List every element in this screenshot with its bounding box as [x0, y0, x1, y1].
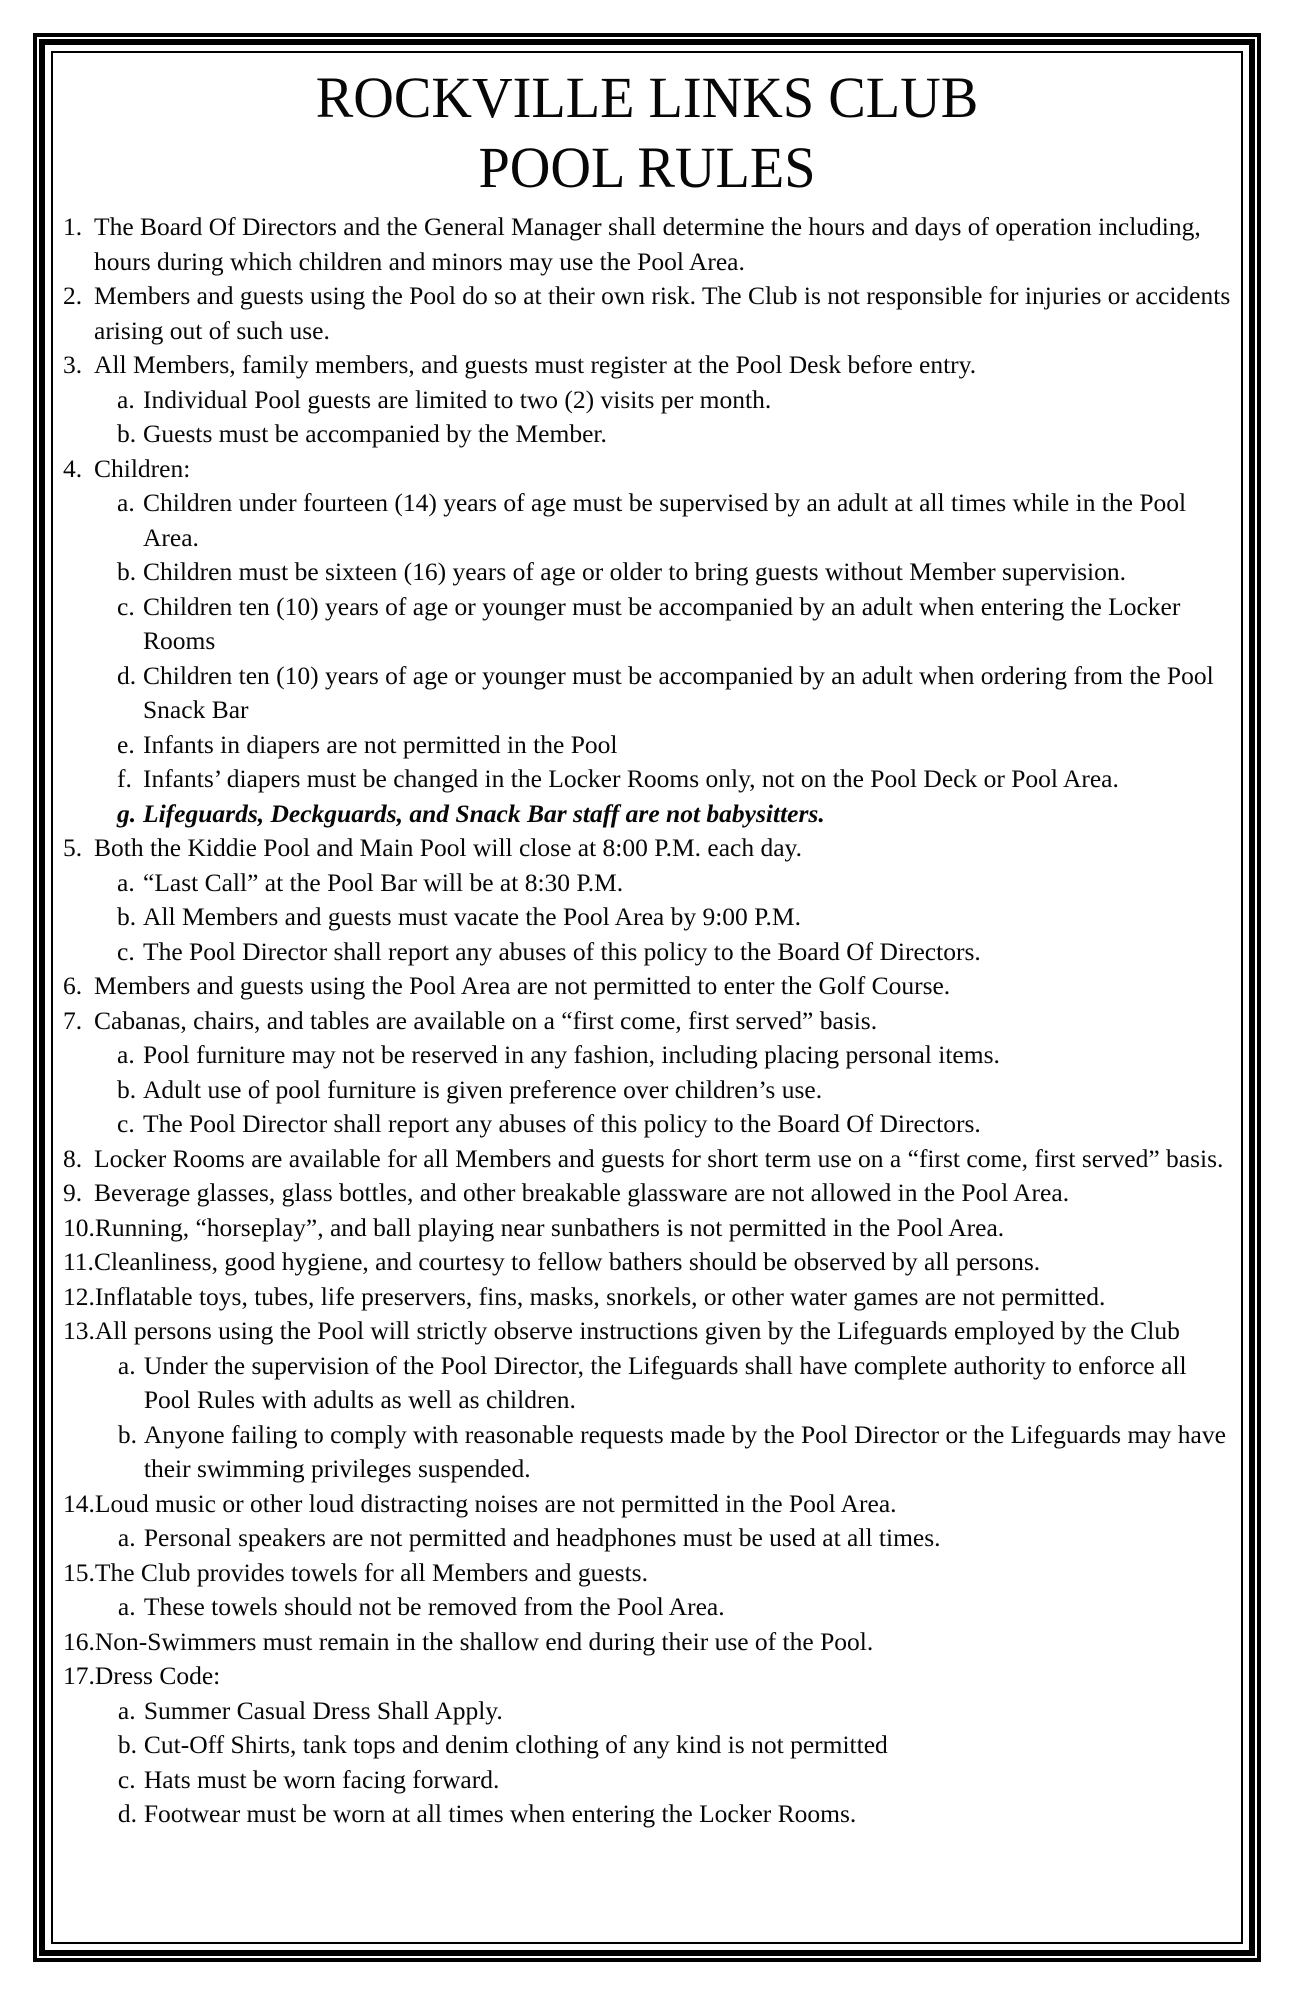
rules-list	[63, 210, 1231, 1832]
title-document-type: POOL RULES	[478, 135, 816, 200]
rule-number: 10.	[63, 1212, 95, 1242]
rule-number: 4.	[63, 453, 83, 483]
rule-body	[95, 1314, 1231, 1487]
rule-body	[94, 1245, 1231, 1280]
rule-body	[94, 210, 1231, 279]
rule-item	[63, 1556, 1231, 1625]
subitem-letter: b.	[117, 557, 137, 586]
subitem-text: Hats must be worn facing forward.	[143, 1764, 500, 1794]
subitem-letter: c.	[117, 591, 135, 621]
subitem-text: All Members and guests must vacate the Pool Area by 9:00 P.M.	[143, 902, 801, 931]
rule-text: Non-Swimmers must remain in the shallow end during their use of the Pool.	[94, 1626, 874, 1656]
subitem-text: Lifeguards, Deckguards, and Snack Bar staff are not babysitters.	[143, 798, 825, 828]
rule-subitem	[118, 1728, 1231, 1763]
rule-item	[63, 1487, 1231, 1556]
rule-number: 7.	[63, 1005, 83, 1035]
subitem-letter: a.	[117, 1592, 136, 1621]
decorative-frame-inner	[51, 51, 1243, 1944]
subitem-text: Anyone failing to comply with reasonable requests made by the Pool Director or the Lifeguards may have their swimming privileges suspended.	[143, 1419, 1226, 1483]
rule-body	[94, 1004, 1231, 1142]
rule-subitem	[117, 1073, 1231, 1108]
rule-subitem	[117, 728, 1231, 763]
subitem-letter: g.	[117, 798, 137, 828]
rule-subitem	[118, 1763, 1231, 1798]
document-title	[63, 55, 1231, 203]
rule-item	[63, 1176, 1231, 1211]
rule-body	[94, 279, 1231, 348]
subitem-text: The Pool Director shall report any abuses of this policy to the Board Of Directors.	[143, 1109, 981, 1138]
rule-item	[63, 348, 1231, 452]
rule-subitem	[117, 935, 1231, 970]
rule-item	[63, 452, 1231, 832]
rule-text: Inflatable toys, tubes, life preservers, fins, masks, snorkels, or other water games are not permitted.	[94, 1281, 1106, 1311]
rule-subitem	[117, 1038, 1231, 1073]
rule-text: Members and guests using the Pool do so at their own risk. The Club is not responsible for injuries or accidents arising out of such use.	[94, 281, 1231, 345]
subitem-letter: c.	[117, 1764, 136, 1794]
rule-body	[95, 1280, 1231, 1315]
rule-text: Both the Kiddie Pool and Main Pool will close at 8:00 P.M. each day.	[94, 833, 803, 862]
subitem-text: Children must be sixteen (16) years of age or older to bring guests without Member supervision.	[143, 557, 1126, 586]
rule-number: 3.	[63, 350, 83, 379]
rule-subitem	[117, 866, 1231, 901]
rule-item	[63, 1142, 1231, 1177]
rule-body	[94, 1176, 1231, 1211]
rule-body	[94, 831, 1231, 969]
subitem-text: Summer Casual Dress Shall Apply.	[143, 1695, 503, 1725]
rule-number: 16.	[63, 1626, 95, 1656]
subitem-text: Under the supervision of the Pool Director, the Lifeguards shall have complete authority to enforce all Pool Rules with adults as well as children.	[143, 1350, 1187, 1414]
rule-number: 14.	[63, 1488, 95, 1518]
rule-subitem	[117, 797, 1231, 832]
decorative-frame-outer	[33, 33, 1261, 1962]
rule-subitem	[117, 659, 1231, 728]
rule-body	[95, 1625, 1231, 1660]
subitem-text: Infants’ diapers must be changed in the Locker Rooms only, not on the Pool Deck or Pool Area.	[143, 764, 1119, 793]
subitem-text: Adult use of pool furniture is given preference over children’s use.	[143, 1074, 823, 1104]
rule-text: Members and guests using the Pool Area are not permitted to enter the Golf Course.	[94, 971, 951, 1000]
subitem-letter: b.	[117, 419, 137, 448]
rule-number: 15.	[63, 1557, 95, 1587]
rule-item	[63, 969, 1231, 1004]
rule-body	[95, 1211, 1231, 1246]
subitem-letter: a.	[117, 1350, 136, 1380]
subitem-text: Cut-Off Shirts, tank tops and denim clothing of any kind is not permitted	[143, 1730, 888, 1759]
rule-text: Cabanas, chairs, and tables are available on a “first come, first served” basis.	[94, 1005, 878, 1035]
subitem-letter: a.	[117, 488, 135, 517]
subitem-letter: b.	[117, 1074, 137, 1104]
rule-number: 9.	[63, 1178, 83, 1207]
subitem-text: Children ten (10) years of age or younger must be accompanied by an adult when entering the Locker Rooms	[143, 591, 1181, 655]
subitem-letter: b.	[117, 1730, 137, 1759]
subitem-letter: e.	[117, 729, 135, 759]
rule-subitem	[118, 1797, 1231, 1832]
rule-body	[95, 1659, 1231, 1832]
rule-body	[94, 452, 1231, 832]
rule-text: Cleanliness, good hygiene, and courtesy to fellow bathers should be observed by all persons.	[94, 1247, 1041, 1276]
subitem-letter: a.	[117, 1695, 136, 1725]
rule-text: The Club provides towels for all Members and guests.	[94, 1557, 648, 1587]
rule-item	[63, 1245, 1231, 1280]
rule-item	[63, 210, 1231, 279]
rule-number: 5.	[63, 833, 83, 862]
subitem-text: The Pool Director shall report any abuses of this policy to the Board Of Directors.	[143, 936, 981, 966]
rule-number: 17.	[63, 1661, 95, 1690]
rule-body	[94, 1142, 1231, 1177]
rule-text: Dress Code:	[94, 1661, 221, 1690]
rule-subitem	[117, 555, 1231, 590]
rule-item	[63, 1659, 1231, 1832]
rule-item	[63, 1280, 1231, 1315]
rule-item	[63, 279, 1231, 348]
rule-body	[95, 1556, 1231, 1625]
rule-number: 13.	[63, 1316, 95, 1345]
rule-subitem	[118, 1418, 1231, 1487]
subitem-letter: d.	[117, 1799, 137, 1828]
subitem-text: These towels should not be removed from the Pool Area.	[143, 1592, 725, 1621]
rule-number: 12.	[63, 1281, 95, 1311]
subitem-text: Guests must be accompanied by the Member.	[143, 419, 607, 448]
rule-text: All persons using the Pool will strictly observe instructions given by the Lifeguards employed by the Club	[94, 1316, 1180, 1345]
title-club-name: ROCKVILLE LINKS CLUB	[315, 65, 979, 130]
rule-number: 1.	[63, 212, 83, 241]
subitem-letter: b.	[117, 1419, 137, 1449]
subitem-text: Individual Pool guests are limited to two (2) visits per month.	[143, 384, 772, 414]
rule-subitem	[117, 417, 1231, 452]
subitem-letter: b.	[117, 902, 137, 931]
rule-subitem	[117, 590, 1231, 659]
subitem-text: Personal speakers are not permitted and headphones must be used at all times.	[143, 1523, 941, 1552]
rule-subitem	[117, 1107, 1231, 1142]
rule-item	[63, 831, 1231, 969]
rule-number: 11.	[63, 1247, 94, 1276]
rule-text: Children:	[94, 453, 191, 483]
rule-item	[63, 1314, 1231, 1487]
subitem-text: Pool furniture may not be reserved in any fashion, including placing personal items.	[143, 1040, 1000, 1069]
rule-item	[63, 1004, 1231, 1142]
rule-subitem	[118, 1349, 1231, 1418]
rule-subitem	[117, 762, 1231, 797]
rule-subitem	[118, 1521, 1231, 1556]
rule-body	[94, 348, 1231, 452]
rule-subitem	[117, 486, 1231, 555]
rule-subitem	[118, 1590, 1231, 1625]
subitem-letter: a.	[117, 867, 135, 897]
rule-item	[63, 1625, 1231, 1660]
rule-text: Running, “horseplay”, and ball playing near sunbathers is not permitted in the Pool Area.	[94, 1212, 1005, 1242]
subitem-text: Infants in diapers are not permitted in the Pool	[143, 729, 618, 759]
rule-body	[94, 969, 1231, 1004]
rule-text: Locker Rooms are available for all Members and guests for short term use on a “first come, first served” basis.	[94, 1143, 1224, 1173]
rule-subitem	[118, 1694, 1231, 1729]
subitem-letter: d.	[117, 660, 137, 690]
subitem-text: Footwear must be worn at all times when entering the Locker Rooms.	[143, 1799, 857, 1828]
subitem-letter: a.	[117, 384, 135, 414]
rule-text: Loud music or other loud distracting noises are not permitted in the Pool Area.	[94, 1488, 897, 1518]
rule-number: 8.	[63, 1143, 83, 1173]
rule-subitem	[117, 383, 1231, 418]
subitem-text: Children ten (10) years of age or younger must be accompanied by an adult when ordering from the Pool Snack Bar	[143, 660, 1214, 724]
subitem-letter: c.	[117, 936, 135, 966]
subitem-letter: a.	[117, 1523, 136, 1552]
rule-text: All Members, family members, and guests must register at the Pool Desk before entry.	[94, 350, 977, 379]
decorative-frame-middle	[39, 39, 1255, 1956]
rule-text: Beverage glasses, glass bottles, and other breakable glassware are not allowed in the Pool Area.	[94, 1178, 1070, 1207]
subitem-letter: c.	[117, 1109, 135, 1138]
rule-number: 6.	[63, 971, 83, 1000]
rule-number: 2.	[63, 281, 83, 310]
subitem-text: Children under fourteen (14) years of age must be supervised by an adult at all times while in the Pool Area.	[143, 488, 1187, 552]
rule-subitem	[117, 900, 1231, 935]
rule-body	[95, 1487, 1231, 1556]
subitem-letter: f.	[117, 764, 132, 793]
subitem-text: “Last Call” at the Pool Bar will be at 8:30 P.M.	[143, 867, 624, 897]
rule-text: The Board Of Directors and the General Manager shall determine the hours and days of operation including, hours during which children and minors may use the Pool Area.	[94, 212, 1201, 276]
rule-item	[63, 1211, 1231, 1246]
subitem-letter: a.	[117, 1040, 135, 1069]
